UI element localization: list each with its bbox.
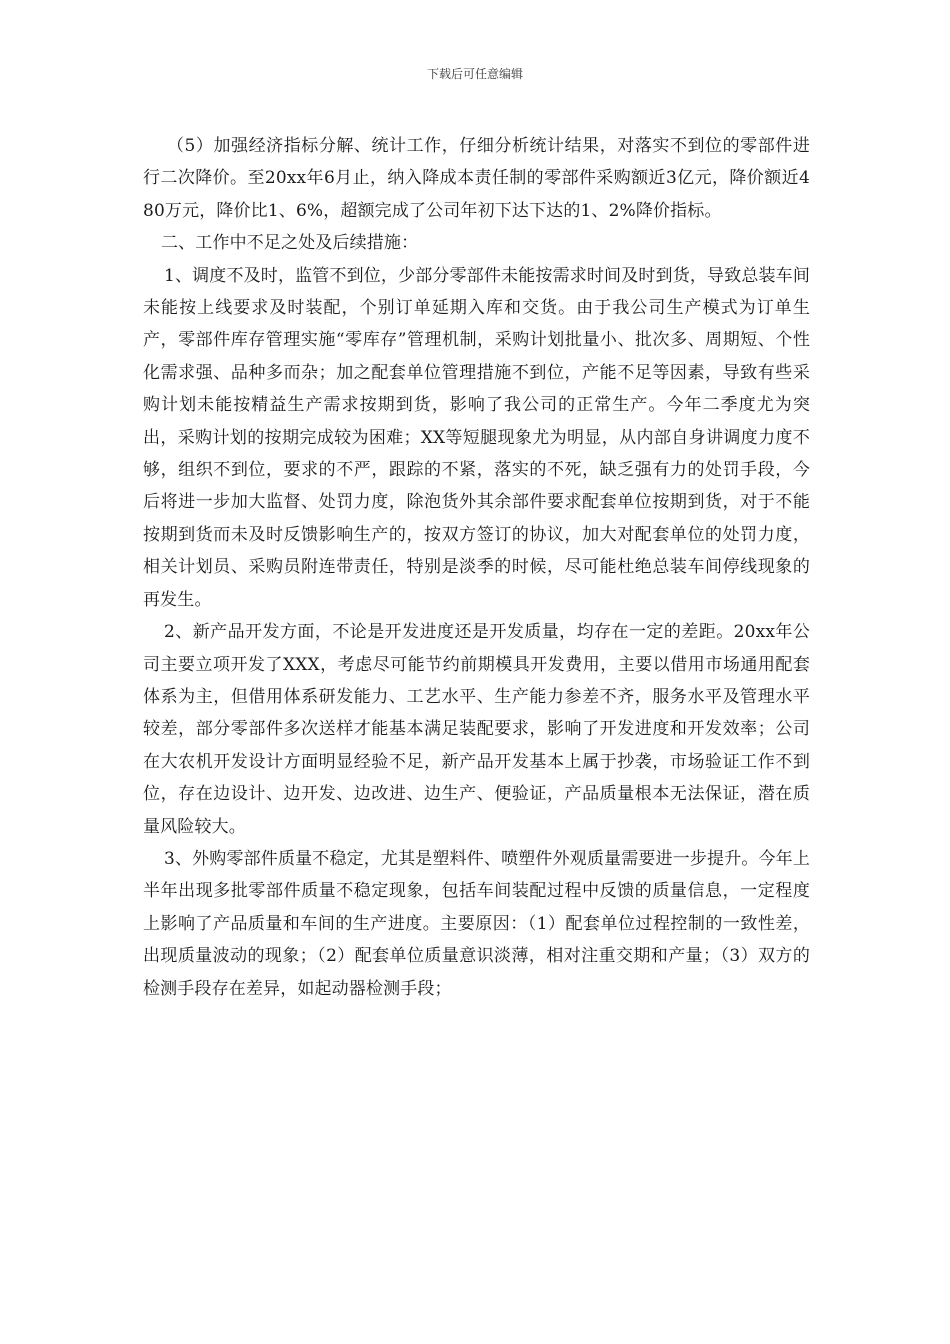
paragraph-price-reduction: （5）加强经济指标分解、统计工作，仔细分析统计结果，对落实不到位的零部件进行二次降价。至20xx年6月止，纳入降成本责任制的零部件采购额近3亿元，降价额近480万元，降价比1、6%，超额完成了公司年初下达下达的1、2%降价指标。 <box>143 136 810 221</box>
paragraph-new-product-development: 2、新产品开发方面，不论是开发进度还是开发质量，均存在一定的差距。20xx年公司主要立项开发了XXX，考虑尽可能节约前期模具开发费用，主要以借用市场通用配套体系为主，但借用体系研发能力、工艺水平、生产能力参差不齐，服务水平及管理水平较差，部分零部件多次送样才能基本满足装配要求，影响了开发进度和开发效率；公司在大农机开发设计方面明显经验不足，新产品开发基本上属于抄袭，市场验证工作不到位，存在边设计、边开发、边改进、边生产、便验证，产品质量根本无法保证，潜在质量风险较大。 <box>143 622 810 837</box>
page-header-note: 下载后可任意编辑 <box>426 67 523 81</box>
paragraph-parts-quality: 3、外购零部件质量不稳定，尤其是塑料件、喷塑件外观质量需要进一步提升。今年上半年出现多批零部件质量不稳定现象，包括车间装配过程中反馈的质量信息，一定程度上影响了产品质量和车间的生产进度。主要原因：（1）配套单位过程控制的一致性差，出现质量波动的现象；（2）配套单位质量意识淡薄，相对注重交期和产量；（3）双方的检测手段存在差异，如起动器检测手段； <box>143 848 810 999</box>
document-body <box>143 130 810 1005</box>
section-heading-shortcomings: 二、工作中不足之处及后续措施： <box>161 233 419 254</box>
paragraph-scheduling-issues: 1、调度不及时，监管不到位，少部分零部件未能按需求时间及时到货，导致总装车间未能按上线要求及时装配，个别订单延期入库和交货。由于我公司生产模式为订单生产，零部件库存管理实施“零库存”管理机制，采购计划批量小、批次多、周期短、个性化需求强、品种多而杂；加之配套单位管理措施不到位，产能不足等因素，导致有些采购计划未能按精益生产需求按期到货，影响了我公司的正常生产。今年二季度尤为突出，采购计划的按期完成较为困难；XX等短腿现象尤为明显，从内部自身讲调度力度不够，组织不到位，要求的不严，跟踪的不紧，落实的不死，缺乏强有力的处罚手段，今后将进一步加大监督、处罚力度，除泡货外其余部件要求配套单位按期到货，对于不能按期到货而未及时反馈影响生产的，按双方签订的协议，加大对配套单位的处罚力度，相关计划员、采购员附连带责任，特别是淡季的时候，尽可能杜绝总装车间停线现象的再发生。 <box>143 265 810 610</box>
